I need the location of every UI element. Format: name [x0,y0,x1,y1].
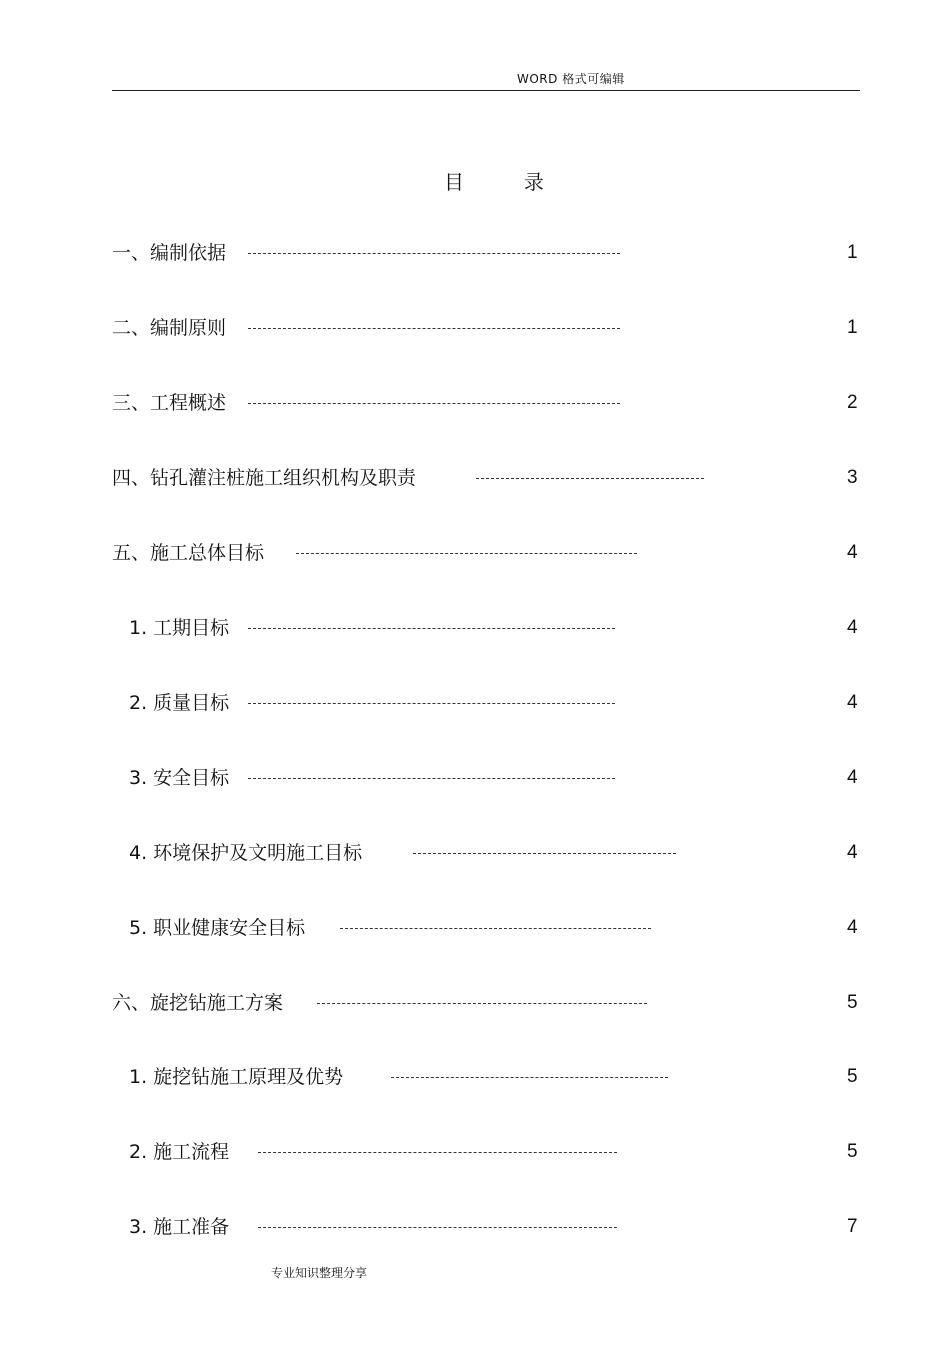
toc-leader [476,478,704,479]
toc-entry-page: 4 [847,542,858,563]
toc-entry[interactable] [0,1064,950,1090]
toc-leader [413,853,676,854]
toc-entry-label: 3. 安全目标 [129,767,230,789]
toc-entry[interactable] [0,915,950,941]
toc-title: 目 录 [444,170,545,194]
toc-entry-label: 一、编制依据 [112,242,227,264]
toc-entry-label: 三、工程概述 [112,392,227,414]
toc-leader [248,403,620,404]
toc-leader [391,1077,668,1078]
toc-entry-label: 四、钻孔灌注桩施工组织机构及职责 [112,467,417,489]
toc-entry[interactable] [0,765,950,791]
toc-entry-label: 1. 旋挖钻施工原理及优势 [129,1066,344,1088]
header-rule [112,90,860,91]
toc-entry[interactable] [0,1139,950,1165]
toc-entry-page: 4 [847,767,858,788]
toc-entry-page: 4 [847,917,858,938]
toc-entry-page: 7 [847,1216,858,1237]
toc-entry[interactable] [0,840,950,866]
toc-leader [258,1227,617,1228]
toc-entry-page: 2 [847,392,858,413]
page-header-text: WORD 格式可编辑 [517,72,625,86]
toc-entry[interactable] [0,1214,950,1240]
toc-entry-label: 2. 施工流程 [129,1141,230,1163]
toc-leader [340,928,651,929]
toc-entry-label: 3. 施工准备 [129,1216,230,1238]
toc-leader [248,703,615,704]
toc-leader [248,253,620,254]
toc-entry[interactable] [0,240,950,266]
toc-entry-label: 1. 工期目标 [129,617,230,639]
toc-entry-page: 1 [847,242,858,263]
toc-leader [317,1003,647,1004]
toc-entry-page: 5 [847,992,858,1013]
toc-entry[interactable] [0,690,950,716]
toc-leader [248,628,615,629]
toc-entry-page: 5 [847,1066,858,1087]
toc-leader [258,1152,617,1153]
toc-leader [296,553,637,554]
toc-entry-page: 3 [847,467,858,488]
toc-entry[interactable] [0,990,950,1016]
page-footer-text: 专业知识整理分享 [271,1266,368,1280]
toc-entry[interactable] [0,615,950,641]
toc-entry-label: 2. 质量目标 [129,692,230,714]
toc-entry-label: 5. 职业健康安全目标 [129,917,306,939]
toc-entry-label: 六、旋挖钻施工方案 [112,992,284,1014]
toc-entry-page: 4 [847,692,858,713]
toc-leader [248,778,615,779]
toc-entry[interactable] [0,540,950,566]
toc-leader [248,328,620,329]
toc-entry-page: 1 [847,317,858,338]
toc-entry-page: 4 [847,842,858,863]
toc-entry-page: 4 [847,617,858,638]
toc-entry-label: 4. 环境保护及文明施工目标 [129,842,363,864]
toc-entry[interactable] [0,465,950,491]
toc-entry-page: 5 [847,1141,858,1162]
toc-entry-label: 五、施工总体目标 [112,542,265,564]
toc-entry[interactable] [0,315,950,341]
toc-entry[interactable] [0,390,950,416]
toc-entry-label: 二、编制原则 [112,317,227,339]
